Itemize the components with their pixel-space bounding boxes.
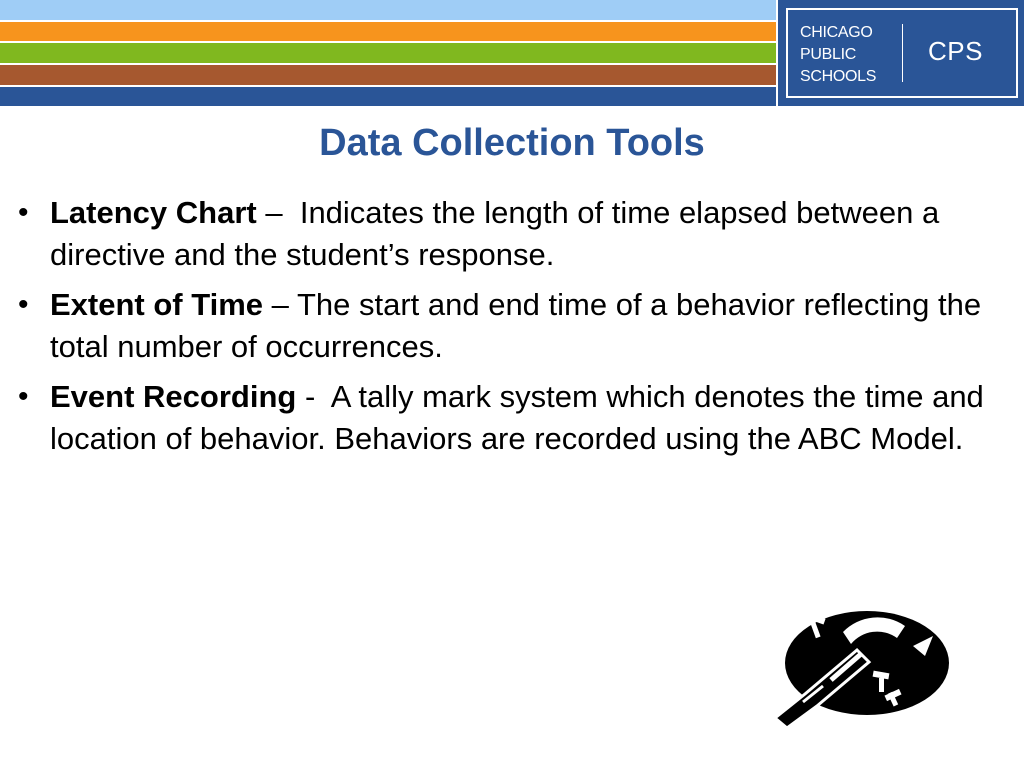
stripe-brown — [0, 65, 776, 85]
logo-line-2: PUBLIC — [800, 46, 856, 63]
stripe-dark-blue — [0, 87, 776, 106]
logo-frame — [786, 8, 1018, 98]
bullet-list — [18, 192, 998, 468]
bullet-dot: • — [18, 380, 29, 413]
logo-wordmark — [800, 22, 876, 88]
logo-divider — [902, 24, 903, 82]
bullet-dot: • — [18, 196, 29, 229]
bullet-item-extent-of-time — [18, 284, 998, 368]
bullet-term: Latency Chart — [50, 195, 257, 230]
bullet-dot: • — [18, 288, 29, 321]
bullet-separator: - — [296, 379, 331, 414]
bullet-text: Indicates the length of time elapsed between a directive and the student’s response. — [50, 195, 940, 272]
stripe-green — [0, 43, 776, 63]
cps-logo — [778, 0, 1024, 106]
bullet-separator: – — [256, 195, 300, 230]
bullet-text: The start and end time of a behavior reflecting the total number of occurrences. — [50, 287, 982, 364]
slide-title: Data Collection Tools — [319, 122, 705, 164]
logo-line-3: SCHOOLS — [800, 68, 877, 85]
stripe-orange — [0, 22, 776, 41]
stripe-light-blue — [0, 0, 776, 20]
stopwatch-pencil-icon — [765, 600, 955, 730]
bullet-term: Event Recording — [50, 379, 297, 414]
bullet-text: A tally mark system which denotes the time and location of behavior. Behaviors are recorded using the ABC Model. — [50, 379, 984, 456]
logo-abbreviation: CPS — [928, 36, 983, 66]
bullet-item-latency-chart — [18, 192, 998, 276]
logo-line-1: CHICAGO — [800, 24, 873, 41]
header-color-stripes — [0, 0, 776, 106]
bullet-item-event-recording — [18, 376, 998, 460]
bullet-separator: – — [263, 287, 297, 322]
bullet-term: Extent of Time — [50, 287, 264, 322]
